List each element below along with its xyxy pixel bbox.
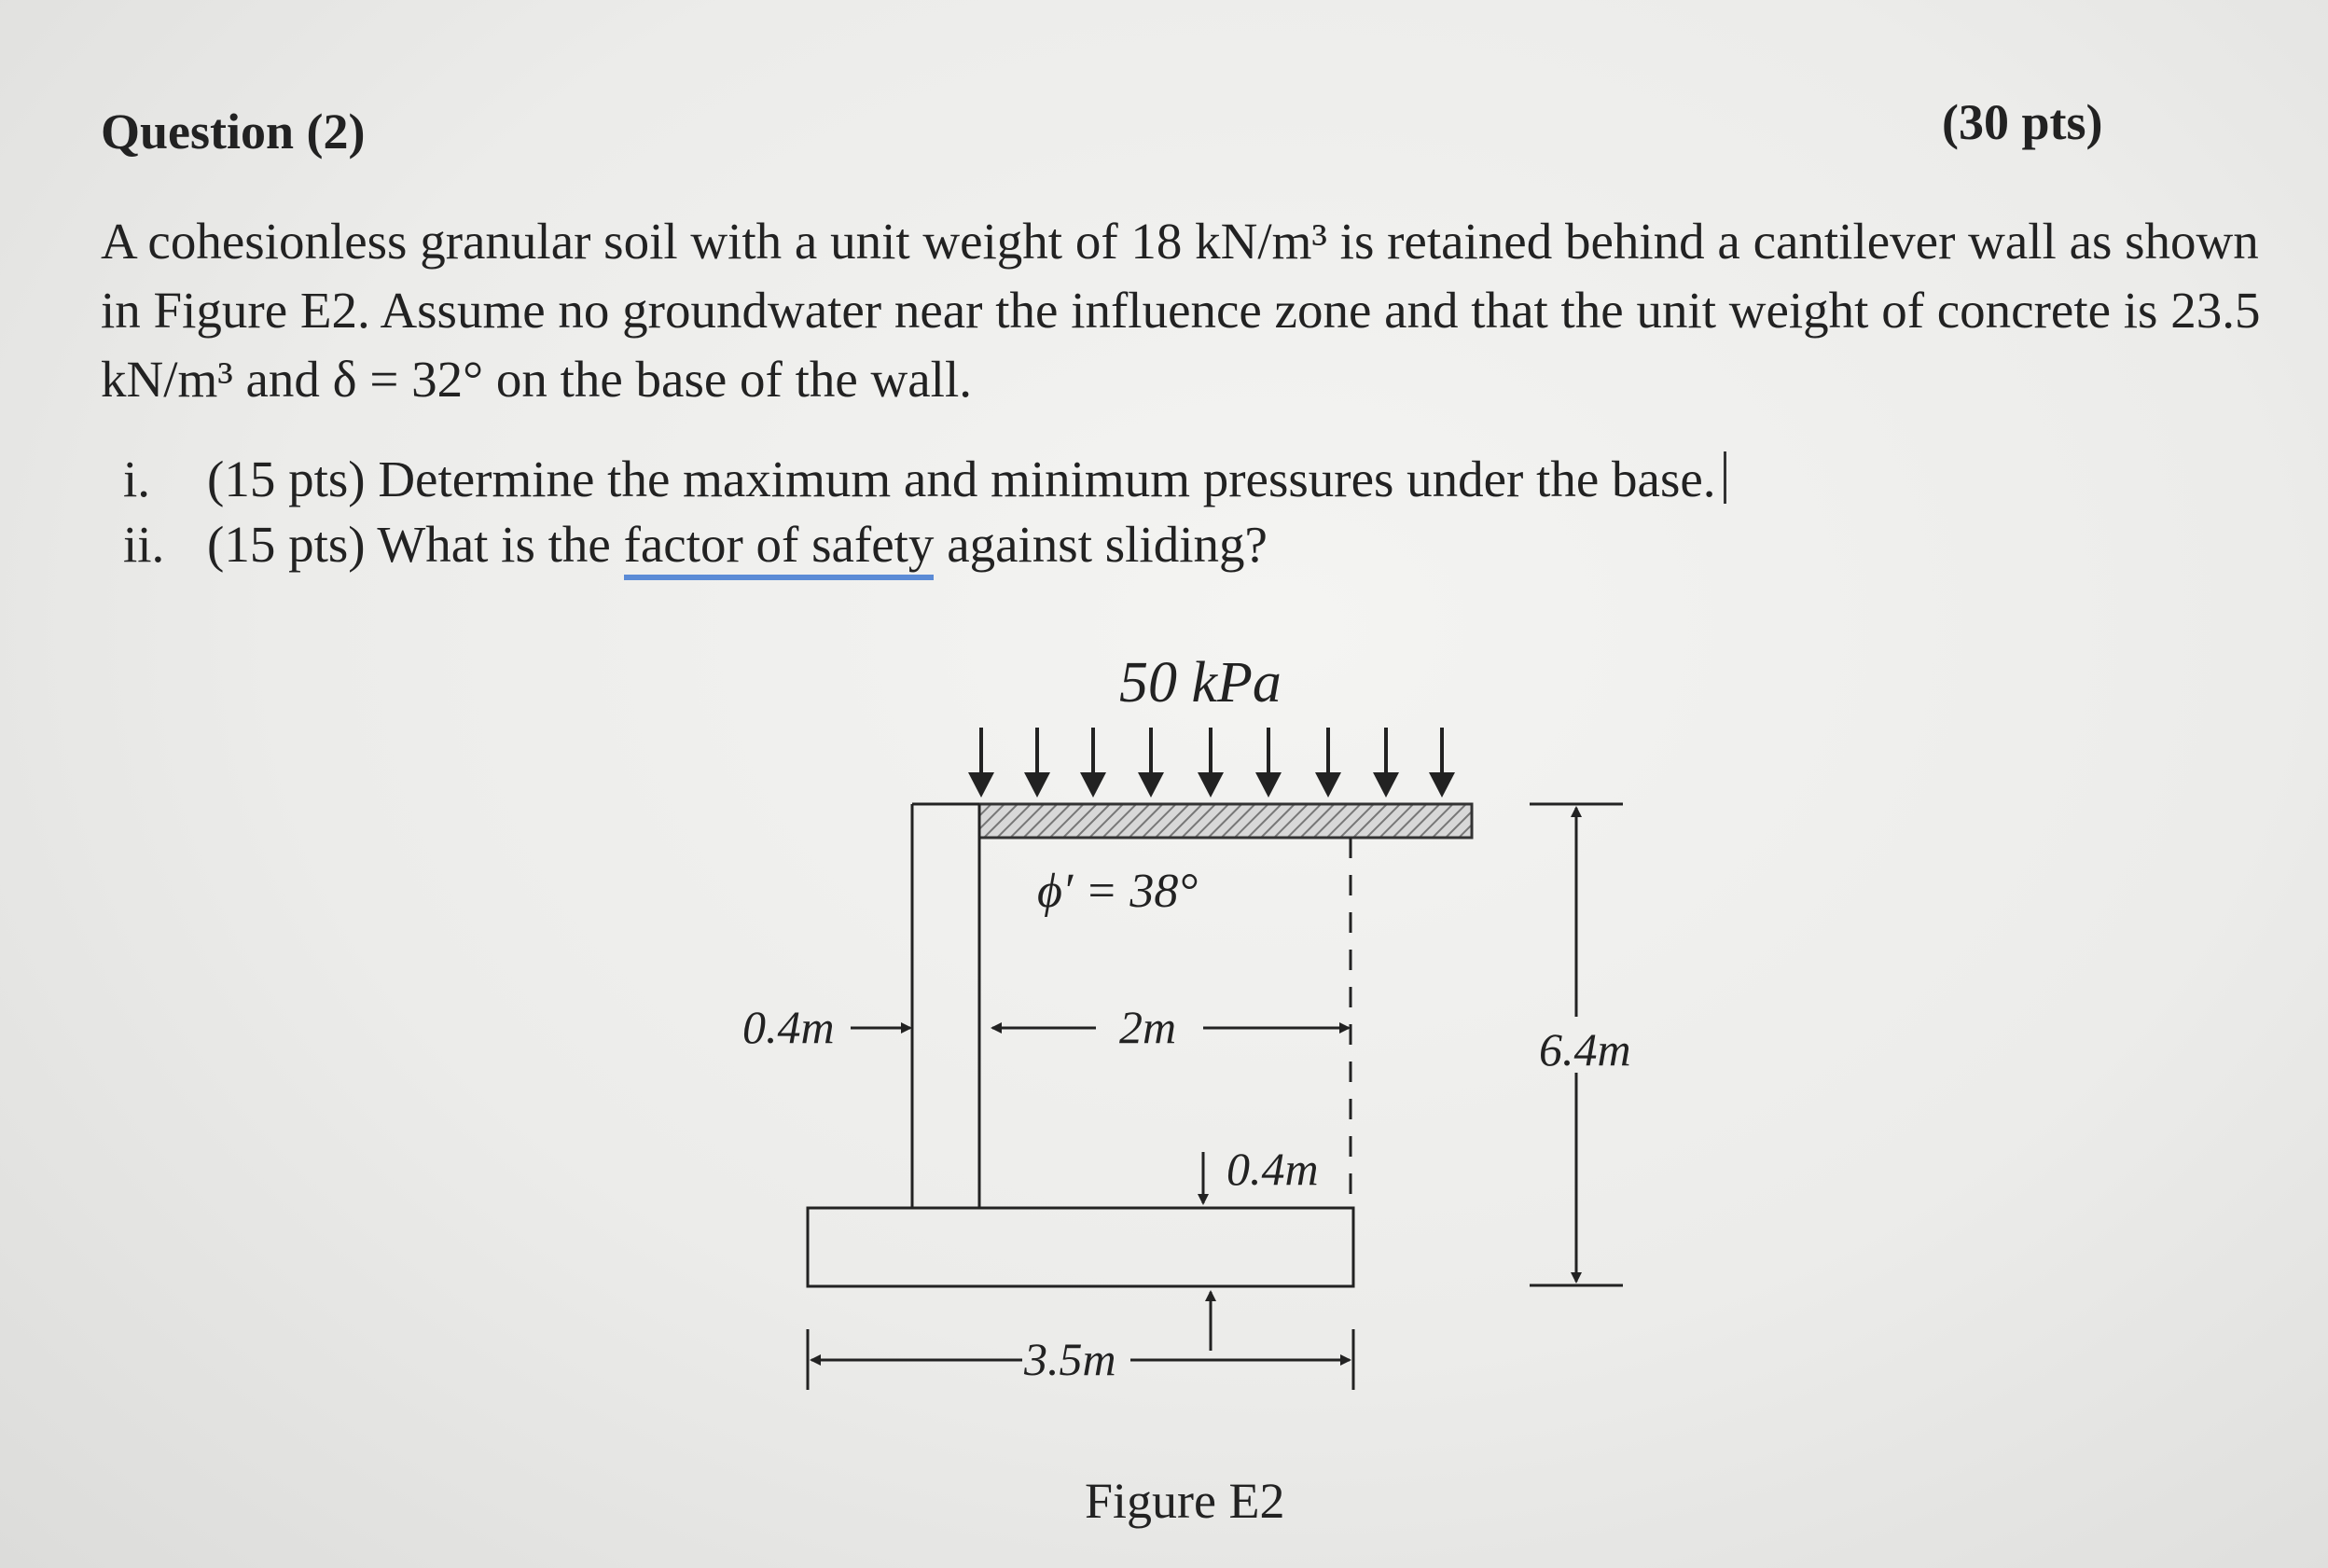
height-dimension	[1530, 804, 1631, 1285]
heel-length-dimension	[992, 1001, 1349, 1053]
load-arrow	[1429, 728, 1455, 798]
load-arrow	[1138, 728, 1164, 798]
load-arrow	[1198, 728, 1224, 798]
load-arrow	[1315, 728, 1341, 798]
item-text-pre: (15 pts) What is the	[207, 516, 624, 573]
heel-length-label: 2m	[1119, 1001, 1177, 1053]
load-arrow	[1373, 728, 1399, 798]
load-arrow	[968, 728, 994, 798]
stem-thickness-dimension	[742, 1001, 910, 1053]
height-label: 6.4m	[1539, 1023, 1631, 1075]
factor-of-safety-link[interactable]: factor of safety	[624, 516, 935, 580]
surcharge-label: 50 kPa	[1119, 651, 1282, 715]
ground-surface-hatch	[979, 804, 1472, 838]
base-width-label: 3.5m	[1024, 1333, 1116, 1385]
item-text: (15 pts) Determine the maximum and minimum pressures under the base.	[207, 451, 1716, 507]
load-arrow	[1024, 728, 1050, 798]
surcharge-arrows	[968, 728, 1455, 798]
problem-statement: A cohesionless granular soil with a unit weight of 18 kN/m³ is retained behind a cantilever wall as shown in Figure E2. Assume no groundwater near the influence zone and that the unit weight of concrete is 23.5 kN/m³ and δ = 32° on the base of the wall.	[101, 213, 2261, 408]
item-text-post: against sliding?	[934, 516, 1268, 573]
item-number: ii.	[123, 516, 165, 573]
question-title: Question (2)	[101, 104, 366, 160]
wall-base-slab	[808, 1208, 1353, 1286]
figure-caption: Figure E2	[1085, 1473, 1285, 1529]
stem-thickness-label: 0.4m	[742, 1001, 835, 1053]
load-arrow	[1080, 728, 1106, 798]
friction-angle-label: ϕ′ = 38°	[1037, 865, 1199, 918]
wall-stem	[912, 804, 979, 1208]
load-arrow	[1255, 728, 1282, 798]
question-points: (30 pts)	[1942, 94, 2103, 150]
base-thickness-label: 0.4m	[1226, 1143, 1319, 1195]
base-thickness-dimension	[1203, 1143, 1319, 1351]
item-number: i.	[123, 451, 151, 507]
base-width-dimension	[808, 1329, 1353, 1390]
